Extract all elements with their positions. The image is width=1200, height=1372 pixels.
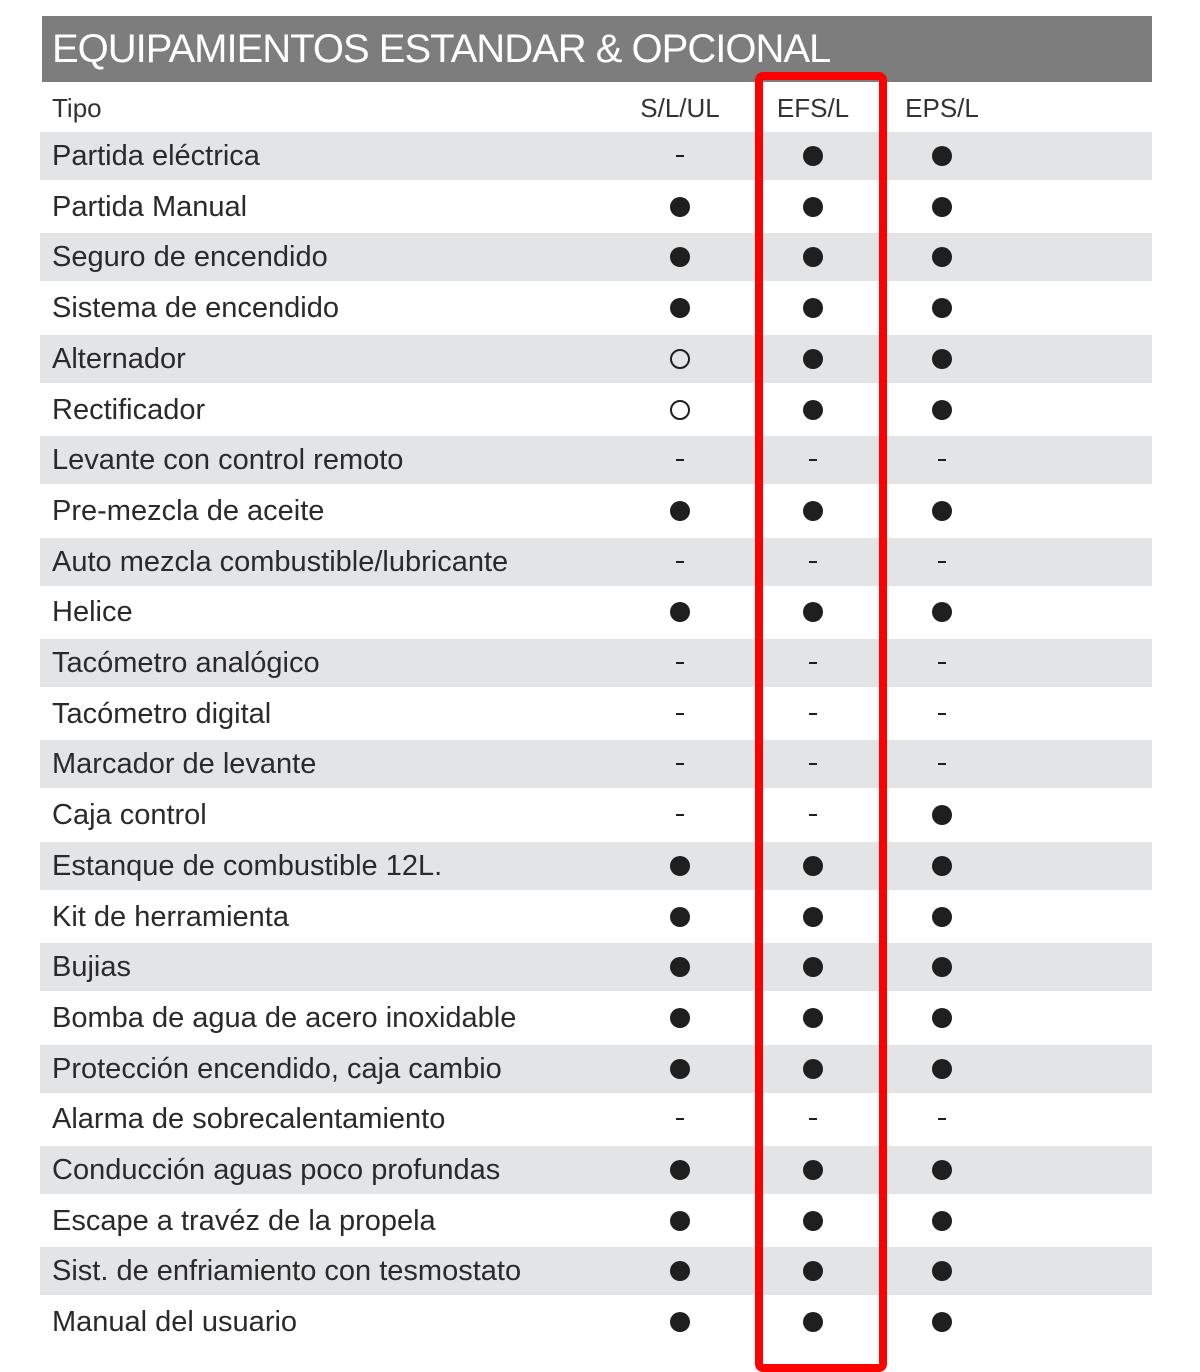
table-row (40, 740, 1152, 788)
row-cell (912, 893, 972, 941)
row-label: Pre-mezcla de aceite (52, 494, 325, 527)
filled-circle-icon (932, 1211, 952, 1231)
row-cell (650, 233, 710, 281)
row-label: Tacómetro analógico (52, 647, 320, 679)
row-cell (783, 1045, 843, 1093)
dash-icon (809, 713, 817, 715)
row-cell (783, 1095, 843, 1143)
table-row (40, 1045, 1152, 1093)
row-cell (912, 791, 972, 839)
filled-circle-icon (670, 1059, 690, 1079)
row-cell (783, 386, 843, 434)
row-cell (650, 183, 710, 231)
filled-circle-icon (803, 501, 823, 521)
row-cell (912, 233, 972, 281)
row-cell (912, 994, 972, 1042)
row-cell (783, 335, 843, 383)
filled-circle-icon (932, 1160, 952, 1180)
filled-circle-icon (670, 602, 690, 622)
row-cell (650, 436, 710, 484)
row-cell (650, 335, 710, 383)
row-cell (912, 690, 972, 738)
row-cell (783, 1247, 843, 1295)
row-cell (912, 386, 972, 434)
filled-circle-icon (932, 1312, 952, 1332)
dash-icon (676, 662, 684, 664)
filled-circle-icon (670, 1008, 690, 1028)
filled-circle-icon (932, 349, 952, 369)
table-row (40, 1146, 1152, 1194)
row-label: Sist. de enfriamiento con tesmostato (52, 1255, 522, 1288)
row-cell (650, 132, 710, 180)
row-cell (783, 791, 843, 839)
table-title: EQUIPAMIENTOS ESTANDAR & OPCIONAL (42, 16, 1152, 82)
row-cell (912, 943, 972, 991)
row-cell (912, 1298, 972, 1346)
row-label: Alarma de sobrecalentamiento (52, 1103, 446, 1136)
row-label: Marcador de levante (52, 748, 317, 781)
dash-icon (938, 662, 946, 664)
table-row (40, 639, 1152, 687)
dash-icon (938, 713, 946, 715)
filled-circle-icon (932, 957, 952, 977)
table-row (40, 436, 1152, 484)
row-cell (783, 893, 843, 941)
dash-icon (676, 1118, 684, 1120)
dash-icon (676, 155, 684, 157)
row-cell (783, 994, 843, 1042)
filled-circle-icon (803, 1008, 823, 1028)
filled-circle-icon (670, 298, 690, 318)
dash-icon (809, 1118, 817, 1120)
filled-circle-icon (803, 197, 823, 217)
filled-circle-icon (803, 1211, 823, 1231)
row-label: Estanque de combustible 12L. (52, 849, 443, 882)
filled-circle-icon (670, 907, 690, 927)
filled-circle-icon (932, 1261, 952, 1281)
table-row (40, 943, 1152, 991)
row-cell (912, 538, 972, 586)
filled-circle-icon (803, 247, 823, 267)
table-row (40, 233, 1152, 281)
filled-circle-icon (670, 957, 690, 977)
table-row (40, 994, 1152, 1042)
row-cell (912, 1146, 972, 1194)
row-cell (650, 639, 710, 687)
table-row (40, 1197, 1152, 1245)
row-cell (650, 740, 710, 788)
dash-icon (938, 1118, 946, 1120)
table-row (40, 386, 1152, 434)
filled-circle-icon (803, 1261, 823, 1281)
row-label: Helice (52, 596, 133, 629)
filled-circle-icon (670, 1261, 690, 1281)
row-cell (650, 893, 710, 941)
row-cell (912, 1095, 972, 1143)
row-cell (912, 132, 972, 180)
dash-icon (809, 763, 817, 765)
filled-circle-icon (932, 400, 952, 420)
row-cell (912, 588, 972, 636)
filled-circle-icon (932, 856, 952, 876)
table-row (40, 487, 1152, 535)
row-cell (783, 943, 843, 991)
table-row (40, 1247, 1152, 1295)
row-label: Alternador (52, 342, 186, 375)
table-row (40, 132, 1152, 180)
row-label: Rectificador (52, 393, 206, 426)
filled-circle-icon (803, 400, 823, 420)
filled-circle-icon (932, 805, 952, 825)
header-col-efs-l: EFS/L (776, 93, 850, 123)
filled-circle-icon (932, 501, 952, 521)
dash-icon (676, 814, 684, 816)
row-cell (650, 943, 710, 991)
filled-circle-icon (932, 602, 952, 622)
dash-icon (938, 459, 946, 461)
filled-circle-icon (932, 1059, 952, 1079)
row-cell (650, 1146, 710, 1194)
row-label: Seguro de encendido (52, 241, 328, 274)
row-label: Bomba de agua de acero inoxidable (52, 1001, 517, 1034)
filled-circle-icon (803, 1312, 823, 1332)
table-row (40, 791, 1152, 839)
dash-icon (809, 459, 817, 461)
header-col-eps-l: EPS/L (905, 93, 979, 123)
row-cell (912, 1247, 972, 1295)
row-cell (783, 1146, 843, 1194)
table-row (40, 335, 1152, 383)
row-label: Caja control (52, 799, 207, 832)
row-cell (650, 1095, 710, 1143)
row-cell (783, 588, 843, 636)
row-label: Protección encendido, caja cambio (52, 1052, 502, 1085)
row-cell (650, 994, 710, 1042)
dash-icon (809, 814, 817, 816)
row-cell (783, 740, 843, 788)
row-cell (783, 436, 843, 484)
dash-icon (938, 561, 946, 563)
dash-icon (938, 763, 946, 765)
row-cell (912, 335, 972, 383)
filled-circle-icon (803, 602, 823, 622)
row-cell (650, 588, 710, 636)
filled-circle-icon (670, 1160, 690, 1180)
row-cell (783, 1298, 843, 1346)
row-cell (650, 1045, 710, 1093)
row-cell (783, 233, 843, 281)
filled-circle-icon (803, 1059, 823, 1079)
row-cell (783, 842, 843, 890)
row-cell (650, 1197, 710, 1245)
row-cell (650, 386, 710, 434)
filled-circle-icon (670, 1312, 690, 1332)
empty-circle-icon (670, 400, 690, 420)
table-row (40, 538, 1152, 586)
row-cell (650, 538, 710, 586)
filled-circle-icon (803, 856, 823, 876)
filled-circle-icon (803, 907, 823, 927)
row-cell (912, 639, 972, 687)
table-row (40, 690, 1152, 738)
filled-circle-icon (932, 197, 952, 217)
row-label: Tacómetro digital (52, 697, 272, 730)
filled-circle-icon (803, 957, 823, 977)
filled-circle-icon (670, 501, 690, 521)
row-cell (912, 740, 972, 788)
row-cell (650, 487, 710, 535)
dash-icon (676, 713, 684, 715)
table-row (40, 1095, 1152, 1143)
filled-circle-icon (670, 1211, 690, 1231)
row-cell (650, 1298, 710, 1346)
row-cell (783, 690, 843, 738)
table-row (40, 284, 1152, 332)
row-cell (783, 183, 843, 231)
row-label: Bujias (52, 951, 131, 984)
row-cell (912, 487, 972, 535)
row-label: Auto mezcla combustible/lubricante (52, 545, 509, 578)
header-tipo: Tipo (52, 93, 102, 123)
filled-circle-icon (803, 1160, 823, 1180)
row-cell (650, 791, 710, 839)
filled-circle-icon (932, 298, 952, 318)
row-cell (783, 639, 843, 687)
table-row (40, 183, 1152, 231)
row-label: Kit de herramienta (52, 900, 289, 933)
row-label: Partida eléctrica (52, 140, 260, 172)
filled-circle-icon (803, 298, 823, 318)
dash-icon (676, 561, 684, 563)
row-label: Sistema de encendido (52, 292, 339, 325)
row-cell (912, 1045, 972, 1093)
row-label: Manual del usuario (52, 1306, 298, 1339)
filled-circle-icon (670, 197, 690, 217)
row-cell (912, 183, 972, 231)
dash-icon (809, 662, 817, 664)
row-cell (783, 284, 843, 332)
table-row (40, 842, 1152, 890)
row-label: Escape a travéz de la propela (52, 1204, 436, 1237)
table-row (40, 1298, 1152, 1346)
row-cell (912, 284, 972, 332)
filled-circle-icon (932, 247, 952, 267)
row-cell (783, 538, 843, 586)
row-cell (783, 487, 843, 535)
row-cell (912, 436, 972, 484)
filled-circle-icon (670, 247, 690, 267)
row-cell (650, 690, 710, 738)
table-row (40, 893, 1152, 941)
filled-circle-icon (932, 907, 952, 927)
row-cell (912, 842, 972, 890)
row-cell (912, 1197, 972, 1245)
filled-circle-icon (803, 146, 823, 166)
row-label: Partida Manual (52, 190, 248, 223)
dash-icon (676, 763, 684, 765)
empty-circle-icon (670, 349, 690, 369)
dash-icon (676, 459, 684, 461)
filled-circle-icon (670, 856, 690, 876)
row-cell (650, 842, 710, 890)
row-label: Levante con control remoto (52, 444, 404, 477)
filled-circle-icon (803, 349, 823, 369)
row-label: Conducción aguas poco profundas (52, 1154, 501, 1186)
table-row (40, 588, 1152, 636)
filled-circle-icon (932, 1008, 952, 1028)
row-cell (783, 1197, 843, 1245)
row-cell (783, 132, 843, 180)
row-cell (650, 1247, 710, 1295)
row-cell (650, 284, 710, 332)
dash-icon (809, 561, 817, 563)
header-col-sl-ul: S/L/UL (640, 93, 720, 123)
filled-circle-icon (932, 146, 952, 166)
